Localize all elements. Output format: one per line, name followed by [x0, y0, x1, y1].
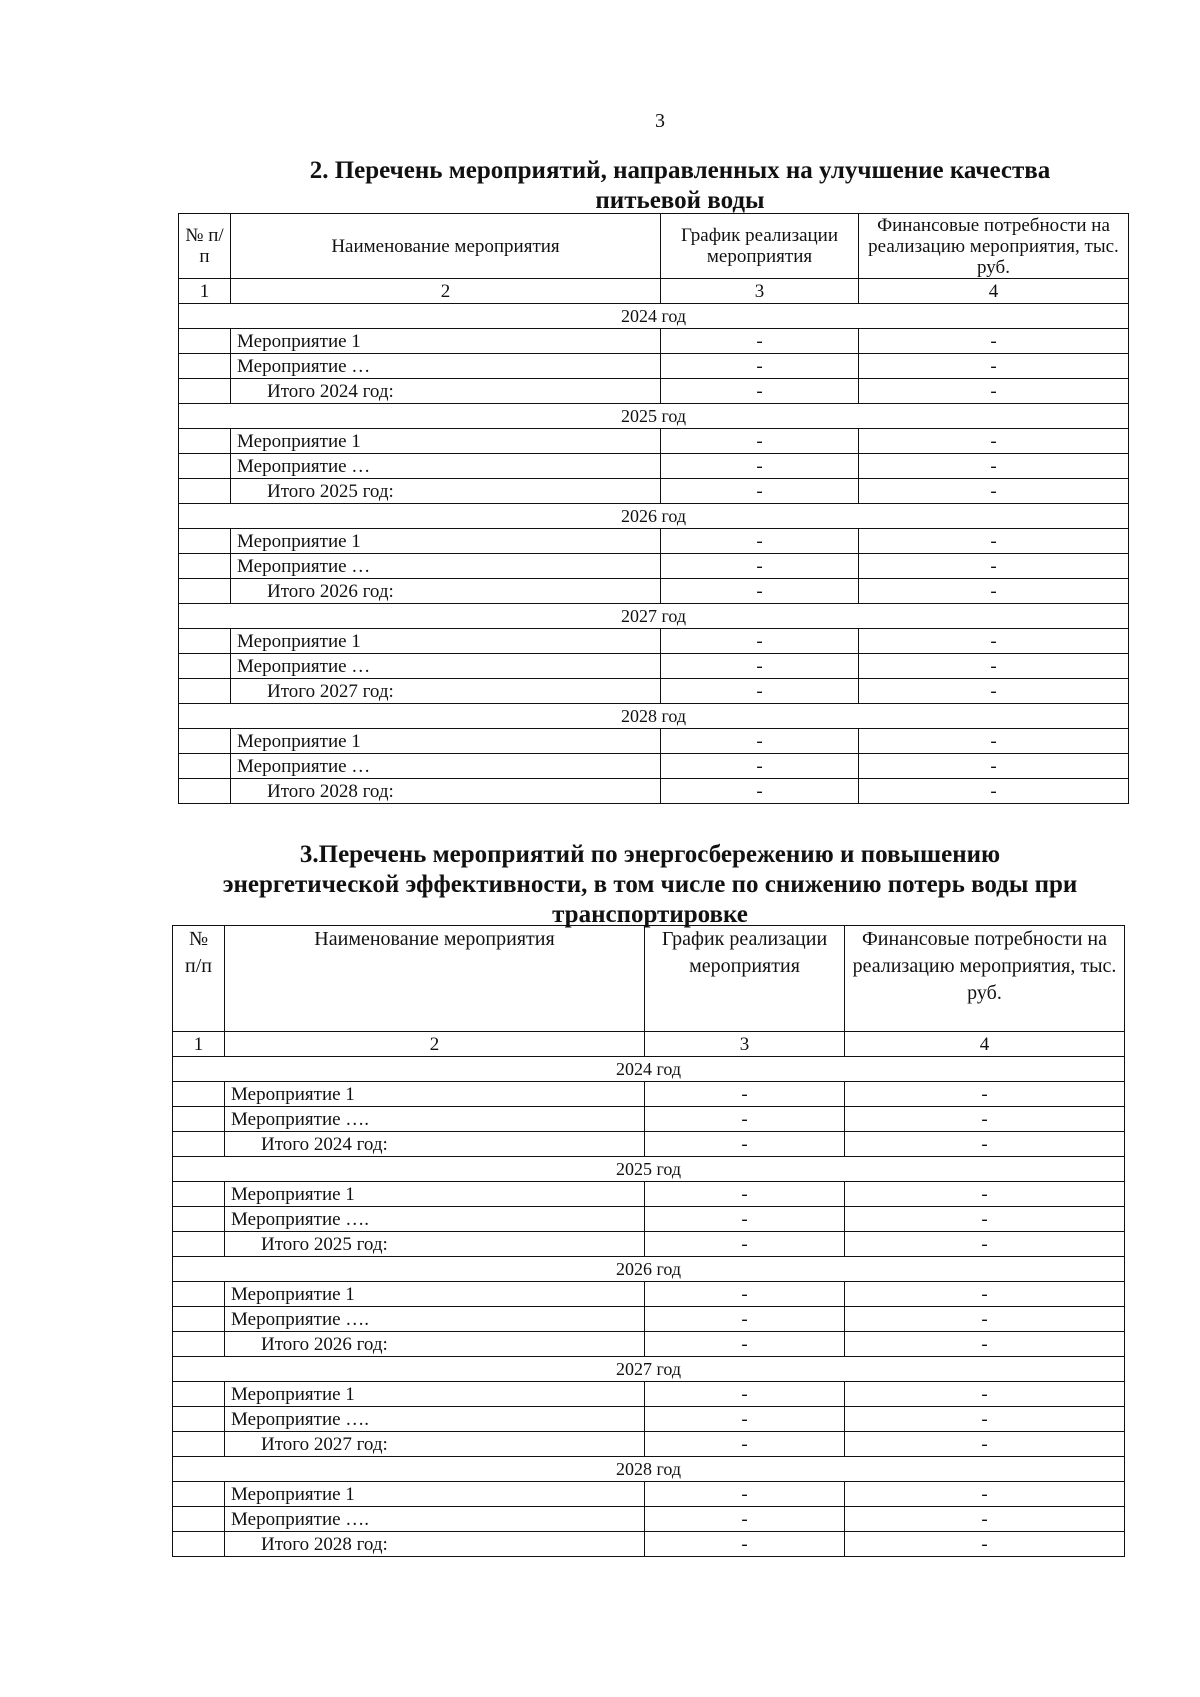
measure-row	[173, 1482, 1125, 1507]
measure-row	[173, 1407, 1125, 1432]
finance-cell: -	[859, 479, 1129, 504]
table-body	[179, 279, 1129, 804]
year-label: 2025 год	[173, 1157, 1125, 1182]
measure-name: Мероприятие 1	[225, 1482, 645, 1507]
row-number-cell	[173, 1332, 225, 1357]
measure-name: Мероприятие 1	[225, 1382, 645, 1407]
year-label: 2026 год	[173, 1257, 1125, 1282]
finance-cell: -	[859, 629, 1129, 654]
schedule-cell: -	[661, 779, 859, 804]
measure-name: Мероприятие 1	[225, 1182, 645, 1207]
schedule-cell: -	[645, 1382, 845, 1407]
row-number-cell	[173, 1507, 225, 1532]
year-group-row	[179, 704, 1129, 729]
row-number-cell	[173, 1407, 225, 1432]
year-label: 2028 год	[179, 704, 1129, 729]
year-group-row	[179, 404, 1129, 429]
row-number-cell	[179, 629, 231, 654]
table-header-row	[173, 926, 1125, 1032]
column-index: 4	[859, 279, 1129, 304]
schedule-cell: -	[645, 1132, 845, 1157]
section-2-title-line-1: 2. Перечень мероприятий, направленных на улучшение качества	[309, 157, 1051, 184]
schedule-cell: -	[645, 1107, 845, 1132]
schedule-cell: -	[645, 1282, 845, 1307]
total-label: Итого 2027 год:	[231, 679, 661, 704]
schedule-cell: -	[645, 1532, 845, 1557]
year-label: 2024 год	[179, 304, 1129, 329]
total-row	[179, 779, 1129, 804]
year-label: 2027 год	[179, 604, 1129, 629]
measure-name: Мероприятие …	[231, 454, 661, 479]
section-2-title	[230, 156, 1130, 216]
row-number-cell	[173, 1482, 225, 1507]
header-finance: Финансовые потребности на реализацию мероприятия, тыс. руб.	[859, 214, 1129, 279]
measure-name: Мероприятие 1	[231, 529, 661, 554]
year-label: 2024 год	[173, 1057, 1125, 1082]
header-number: № п/п	[179, 214, 231, 279]
year-group-row	[173, 1257, 1125, 1282]
finance-cell: -	[859, 329, 1129, 354]
measure-name: Мероприятие ….	[225, 1407, 645, 1432]
header-finance: Финансовые потребности на реализацию мероприятия, тыс. руб.	[845, 926, 1125, 1032]
total-row	[173, 1432, 1125, 1457]
measure-row	[179, 354, 1129, 379]
row-number-cell	[179, 329, 231, 354]
schedule-cell: -	[645, 1507, 845, 1532]
header-measure-name: Наименование мероприятия	[225, 926, 645, 1032]
finance-cell: -	[845, 1307, 1125, 1332]
row-number-cell	[173, 1382, 225, 1407]
row-number-cell	[179, 354, 231, 379]
measure-row	[179, 654, 1129, 679]
schedule-cell: -	[661, 654, 859, 679]
finance-cell: -	[859, 729, 1129, 754]
finance-cell: -	[859, 579, 1129, 604]
row-number-cell	[179, 454, 231, 479]
schedule-cell: -	[661, 454, 859, 479]
measure-row	[173, 1082, 1125, 1107]
schedule-cell: -	[661, 379, 859, 404]
total-label: Итого 2026 год:	[231, 579, 661, 604]
measure-name: Мероприятие …	[231, 654, 661, 679]
measure-name: Мероприятие …	[231, 754, 661, 779]
column-index: 3	[661, 279, 859, 304]
schedule-cell: -	[661, 679, 859, 704]
total-row	[173, 1532, 1125, 1557]
finance-cell: -	[845, 1232, 1125, 1257]
finance-cell: -	[859, 654, 1129, 679]
measure-name: Мероприятие 1	[231, 329, 661, 354]
row-number-cell	[173, 1232, 225, 1257]
measure-row	[179, 729, 1129, 754]
schedule-cell: -	[661, 329, 859, 354]
row-number-cell	[173, 1307, 225, 1332]
row-number-cell	[173, 1082, 225, 1107]
header-schedule: График реализации мероприятия	[645, 926, 845, 1032]
column-index: 1	[179, 279, 231, 304]
schedule-cell: -	[645, 1232, 845, 1257]
finance-cell: -	[859, 554, 1129, 579]
section-3-title-line-3: транспортировке	[552, 901, 748, 928]
total-row	[173, 1232, 1125, 1257]
table-header-row	[179, 214, 1129, 279]
energy-saving-measures-table	[172, 925, 1125, 1557]
row-number-cell	[179, 554, 231, 579]
total-label: Итого 2027 год:	[225, 1432, 645, 1457]
header-schedule: График реализации мероприятия	[661, 214, 859, 279]
schedule-cell: -	[661, 579, 859, 604]
finance-cell: -	[859, 429, 1129, 454]
section-2-title-line-2: питьевой воды	[595, 187, 765, 214]
year-label: 2025 год	[179, 404, 1129, 429]
finance-cell: -	[845, 1132, 1125, 1157]
total-row	[179, 579, 1129, 604]
finance-cell: -	[859, 354, 1129, 379]
measure-name: Мероприятие …	[231, 354, 661, 379]
finance-cell: -	[845, 1382, 1125, 1407]
measure-name: Мероприятие 1	[225, 1282, 645, 1307]
measure-name: Мероприятие ….	[225, 1107, 645, 1132]
finance-cell: -	[859, 529, 1129, 554]
schedule-cell: -	[661, 754, 859, 779]
column-index: 2	[225, 1032, 645, 1057]
schedule-cell: -	[661, 354, 859, 379]
section-3-title	[150, 840, 1150, 930]
row-number-cell	[173, 1282, 225, 1307]
row-number-cell	[179, 429, 231, 454]
finance-cell: -	[859, 679, 1129, 704]
schedule-cell: -	[661, 479, 859, 504]
total-row	[173, 1332, 1125, 1357]
schedule-cell: -	[645, 1482, 845, 1507]
total-label: Итого 2024 год:	[231, 379, 661, 404]
column-index: 1	[173, 1032, 225, 1057]
finance-cell: -	[859, 379, 1129, 404]
measure-row	[173, 1282, 1125, 1307]
row-number-cell	[179, 654, 231, 679]
measure-row	[179, 754, 1129, 779]
total-label: Итого 2024 год:	[225, 1132, 645, 1157]
year-group-row	[173, 1057, 1125, 1082]
total-label: Итого 2028 год:	[225, 1532, 645, 1557]
year-label: 2026 год	[179, 504, 1129, 529]
finance-cell: -	[859, 779, 1129, 804]
total-label: Итого 2025 год:	[231, 479, 661, 504]
row-number-cell	[179, 779, 231, 804]
finance-cell: -	[845, 1282, 1125, 1307]
column-index: 2	[231, 279, 661, 304]
measure-name: Мероприятие 1	[231, 729, 661, 754]
finance-cell: -	[845, 1332, 1125, 1357]
measure-name: Мероприятие ….	[225, 1207, 645, 1232]
measure-row	[179, 554, 1129, 579]
measure-row	[179, 454, 1129, 479]
total-label: Итого 2028 год:	[231, 779, 661, 804]
measure-row	[179, 429, 1129, 454]
finance-cell: -	[859, 754, 1129, 779]
measure-name: Мероприятие 1	[231, 429, 661, 454]
measure-name: Мероприятие ….	[225, 1507, 645, 1532]
finance-cell: -	[845, 1407, 1125, 1432]
schedule-cell: -	[645, 1182, 845, 1207]
year-group-row	[179, 304, 1129, 329]
schedule-cell: -	[645, 1332, 845, 1357]
schedule-cell: -	[661, 629, 859, 654]
header-measure-name: Наименование мероприятия	[231, 214, 661, 279]
row-number-cell	[179, 729, 231, 754]
total-row	[173, 1132, 1125, 1157]
measure-name: Мероприятие 1	[225, 1082, 645, 1107]
measure-row	[179, 529, 1129, 554]
year-group-row	[179, 604, 1129, 629]
finance-cell: -	[845, 1507, 1125, 1532]
row-number-cell	[179, 379, 231, 404]
total-label: Итого 2026 год:	[225, 1332, 645, 1357]
column-index: 3	[645, 1032, 845, 1057]
finance-cell: -	[845, 1182, 1125, 1207]
row-number-cell	[179, 529, 231, 554]
column-index: 4	[845, 1032, 1125, 1057]
row-number-cell	[173, 1132, 225, 1157]
row-number-cell	[179, 479, 231, 504]
finance-cell: -	[859, 454, 1129, 479]
column-index-row	[179, 279, 1129, 304]
schedule-cell: -	[645, 1432, 845, 1457]
finance-cell: -	[845, 1432, 1125, 1457]
schedule-cell: -	[661, 554, 859, 579]
schedule-cell: -	[661, 429, 859, 454]
table-body	[173, 1032, 1125, 1557]
measure-name: Мероприятие …	[231, 554, 661, 579]
measure-row	[173, 1507, 1125, 1532]
total-row	[179, 679, 1129, 704]
measure-row	[173, 1382, 1125, 1407]
row-number-cell	[179, 679, 231, 704]
total-label: Итого 2025 год:	[225, 1232, 645, 1257]
schedule-cell: -	[645, 1207, 845, 1232]
measure-row	[173, 1307, 1125, 1332]
year-group-row	[173, 1357, 1125, 1382]
year-group-row	[173, 1157, 1125, 1182]
measure-row	[173, 1207, 1125, 1232]
row-number-cell	[179, 579, 231, 604]
finance-cell: -	[845, 1082, 1125, 1107]
row-number-cell	[173, 1432, 225, 1457]
schedule-cell: -	[645, 1307, 845, 1332]
section-3-title-line-2: энергетической эффективности, в том числе по снижению потерь воды при	[222, 871, 1078, 898]
finance-cell: -	[845, 1482, 1125, 1507]
row-number-cell	[179, 754, 231, 779]
schedule-cell: -	[661, 729, 859, 754]
measure-name: Мероприятие ….	[225, 1307, 645, 1332]
measure-row	[173, 1107, 1125, 1132]
total-row	[179, 379, 1129, 404]
year-group-row	[173, 1457, 1125, 1482]
page-number: 3	[655, 110, 665, 132]
header-number: № п/п	[173, 926, 225, 1032]
schedule-cell: -	[661, 529, 859, 554]
total-row	[179, 479, 1129, 504]
measure-row	[173, 1182, 1125, 1207]
water-quality-measures-table	[178, 213, 1129, 804]
section-3-title-line-1: 3.Перечень мероприятий по энергосбережению и повышению	[299, 841, 1001, 868]
measure-row	[179, 629, 1129, 654]
row-number-cell	[173, 1182, 225, 1207]
column-index-row	[173, 1032, 1125, 1057]
year-label: 2027 год	[173, 1357, 1125, 1382]
finance-cell: -	[845, 1207, 1125, 1232]
finance-cell: -	[845, 1532, 1125, 1557]
schedule-cell: -	[645, 1407, 845, 1432]
finance-cell: -	[845, 1107, 1125, 1132]
year-label: 2028 год	[173, 1457, 1125, 1482]
measure-name: Мероприятие 1	[231, 629, 661, 654]
row-number-cell	[173, 1107, 225, 1132]
measure-row	[179, 329, 1129, 354]
row-number-cell	[173, 1207, 225, 1232]
row-number-cell	[173, 1532, 225, 1557]
schedule-cell: -	[645, 1082, 845, 1107]
year-group-row	[179, 504, 1129, 529]
